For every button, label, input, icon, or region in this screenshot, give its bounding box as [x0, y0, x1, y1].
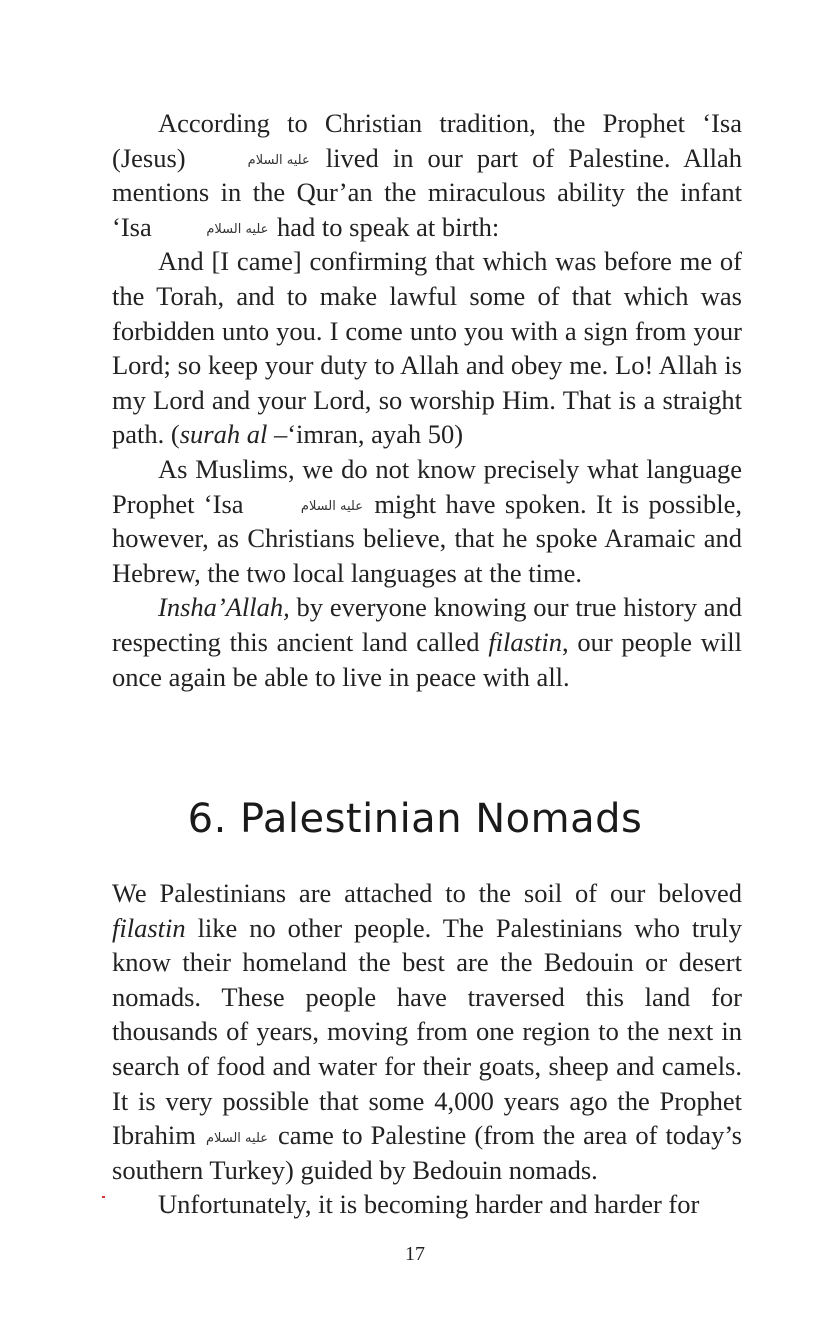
paragraph-unfortunately: Unfortunately, it is becoming harder and harder for	[158, 1189, 700, 1220]
page-number: 17	[405, 1243, 425, 1265]
margin-mark	[102, 1196, 105, 1198]
honorific-glyph: عليه السلام	[205, 1130, 268, 1146]
chapter-heading: 6. Palestinian Nomads	[187, 796, 643, 842]
paragraph-inshallah: Insha’Allah, by everyone knowing our true history and respecting this ancient land called filastin, our people will once again be able to live in peace with all.	[112, 592, 742, 692]
upper-text-block	[112, 106, 742, 694]
paragraph-language: As Muslims, we do not know precisely what language Prophet ‘Isa عليه السلام might have spoken. It is possible, however, as Christians believe, that he spoke Aramaic and Hebrew, the two local languages at the time.	[112, 453, 743, 588]
quote-citation: surah al	[179, 419, 268, 450]
paragraph-isa-tradition: According to Christian tradition, the Prophet ‘Isa (Jesus) عليه السلام lived in our part of Palestine. Allah mentions in the Qur’an the miraculous ability the infant ‘Isa عليه السلام had to speak at birth:	[112, 108, 743, 242]
paragraph-nomads: We Palestinians are attached to the soil of our beloved filastin like no other people. The Palestinians who truly know their homeland the best are the Bedouin or desert nomads. These people have traversed this land for thousands of years, moving from one region to the next in search of food and water for their goats, sheep and camels. It is very possible that some 4,000 years ago the Prophet Ibrahim عليه السلام came to Palestine (from the area of today’s southern Turkey) guided by Bedouin nomads.	[112, 878, 742, 1185]
lower-text-block	[112, 876, 742, 1222]
honorific-glyph: عليه السلام	[206, 222, 269, 238]
quran-quote: And [I came] confirming that which was before me of the Torah, and to make lawful some of that which was forbidden unto you. I come unto you with a sign from your Lord; so keep your duty to Allah and obey me. Lo! Allah is my Lord and your Lord, so worship Him. That is a straight path. (surah al –‘imran, ayah 50)	[112, 246, 742, 450]
honorific-glyph: عليه السلام	[247, 153, 310, 169]
honorific-glyph: عليه السلام	[300, 498, 363, 514]
